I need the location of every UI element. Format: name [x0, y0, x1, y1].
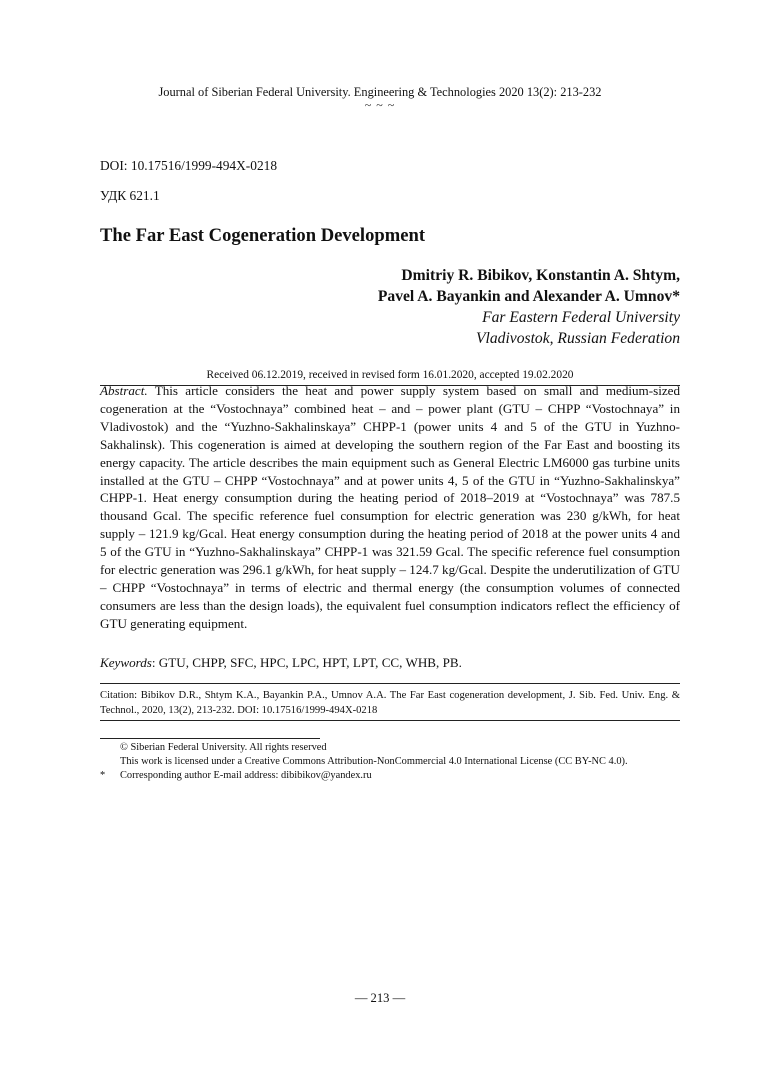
- abstract-label: Abstract.: [100, 383, 148, 398]
- footnote-copyright: © Siberian Federal University. All rights reserved: [120, 742, 327, 753]
- footnote-asterisk: *: [100, 770, 106, 781]
- keywords: [100, 654, 680, 672]
- doi: DOI: 10.17516/1999-494X-0218: [100, 158, 278, 173]
- authors: [378, 265, 680, 307]
- authors-line-1: Dmitriy R. Bibikov, Konstantin A. Shtym,: [401, 267, 680, 284]
- received-dates: Received 06.12.2019, received in revised form 16.01.2020, accepted 19.02.2020: [206, 369, 574, 381]
- affiliation-location: Vladivostok, Russian Federation: [476, 330, 680, 347]
- keywords-label: Keywords: [100, 655, 152, 670]
- citation-bottom-rule: [100, 720, 680, 721]
- article-title: The Far East Cogeneration Development: [100, 225, 426, 246]
- header-ornament: ~ ~ ~: [364, 98, 396, 112]
- footnote-corresponding-text: Corresponding author E-mail address: dibibikov@yandex.ru: [120, 770, 372, 781]
- keywords-text: : GTU, CHPP, SFC, HPC, LPC, HPT, LPT, CC, WHB, PB.: [151, 655, 462, 670]
- journal-header: Journal of Siberian Federal University. Engineering & Technologies 2020 13(2): 213-232: [158, 85, 602, 99]
- citation: Citation: Bibikov D.R., Shtym K.A., Bayankin P.A., Umnov A.A. The Far East cogeneration development, J. Sib. Fed. Univ. Eng. & Technol., 2020, 13(2), 213-232. DOI: 10.17516/1999-494X-0218: [100, 690, 680, 716]
- citation-top-rule: [100, 683, 680, 684]
- footnote-license: This work is licensed under a Creative Commons Attribution-NonCommercial 4.0 International License (CC BY-NC 4.0).: [120, 756, 628, 767]
- footnote-rule: [100, 738, 320, 739]
- abstract: [100, 382, 680, 633]
- affiliation: [476, 307, 680, 349]
- abstract-text: This article considers the heat and power supply system based on small and medium-sized cogeneration at the “Vostochnaya” combined heat – and – power plant (GTU – CHPP “Vostochnaya” in Vladivostok) and the “Yuzhno-Sakhalinskaya” CHPP-1 (power units 4 and 5 of the GTU in Yuzhno-Sakhalinsk). This cogeneration is aimed at developing the southern region of the Far East and boosting its energy capacity. The article describes the main equipment such as General Electric LM6000 gas turbine units installed at the GTU – CHPP “Vostochnaya” and at power units 4, 5 of the GTU in “Yuzhno-Sakhalinskya” CHPP-1. Heat energy consumption during the heating period of 2018–2019 at “Vostochnaya” was 787.5 thousand Gcal. The specific reference fuel consumption for electric generation was 230 g/kWh, for heat supply – 121.9 kg/Gcal. Heat energy consumption during the heating period of 2018 at the power units 4 and 5 of the GTU in “Yuzhno-Sakhalinskaya” CHPP-1 was 321.59 Gcal. The specific reference fuel consumption for electric generation was 296.1 g/kWh, for heat supply – 124.7 kg/Gcal. Despite the underutilization of GTU – CHPP “Vostochnaya” in terms of electric and thermal energy (the consumption volumes of connected consumers are less than the design loads), the equivalent fuel consumption indicators reflect the efficiency of GTU generating equipment.: [100, 383, 680, 631]
- udk-code: УДК 621.1: [100, 188, 160, 203]
- authors-line-2: Pavel A. Bayankin and Alexander A. Umnov*: [377, 288, 680, 305]
- page-number: — 213 —: [354, 991, 406, 1005]
- footnotes: [100, 741, 690, 783]
- affiliation-university: Far Eastern Federal University: [482, 309, 680, 326]
- footnote-corresponding: [100, 769, 690, 783]
